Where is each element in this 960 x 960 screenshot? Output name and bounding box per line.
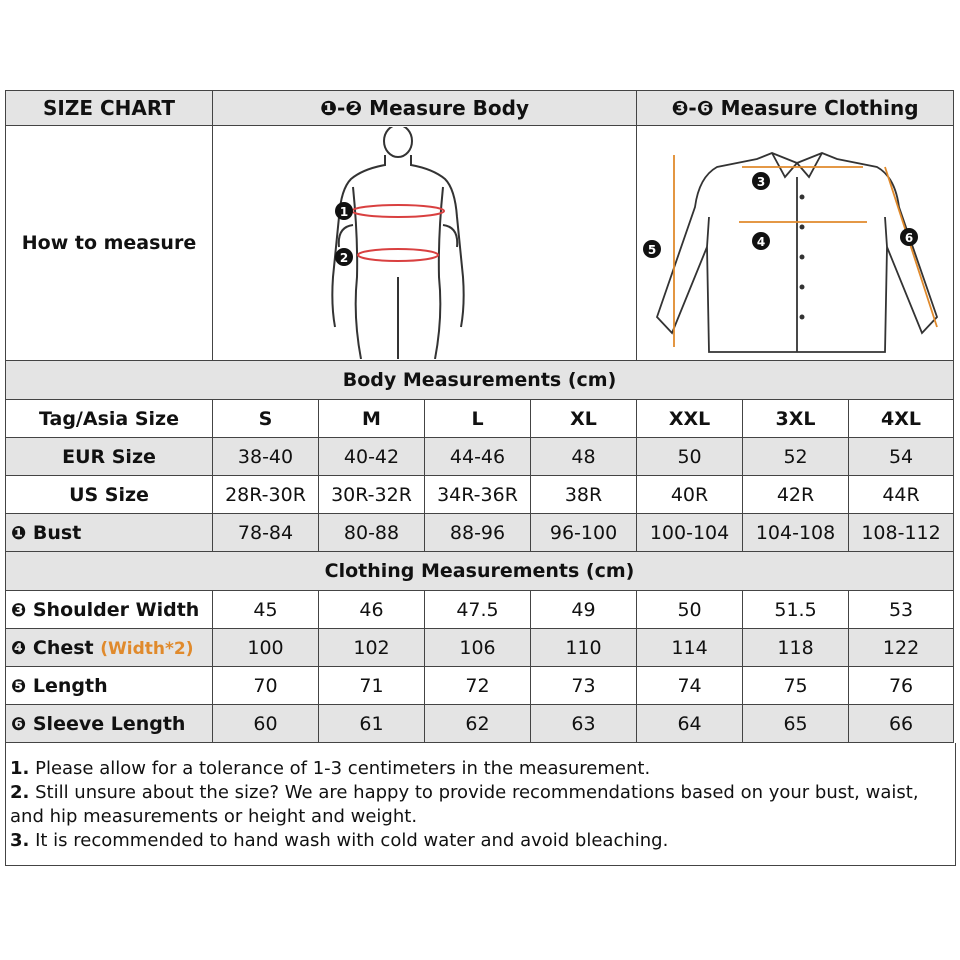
cell: 76 — [849, 667, 954, 705]
cell: 48 — [531, 438, 637, 476]
marker-1: 1 — [339, 205, 349, 219]
cell: XL — [531, 400, 637, 438]
cell: 108-112 — [849, 514, 954, 552]
row-label: US Size — [6, 476, 213, 514]
cell: 88-96 — [425, 514, 531, 552]
table-row — [6, 705, 954, 743]
cell: 28R-30R — [213, 476, 319, 514]
cell: 110 — [531, 629, 637, 667]
cell: 51.5 — [743, 591, 849, 629]
note-2 — [10, 781, 955, 829]
cell: 38-40 — [213, 438, 319, 476]
row-label-text: Length — [32, 674, 108, 697]
cell: 44R — [849, 476, 954, 514]
table-row — [6, 400, 954, 438]
cell: 106 — [425, 629, 531, 667]
cell: 66 — [849, 705, 954, 743]
cell: 47.5 — [425, 591, 531, 629]
cell: 4XL — [849, 400, 954, 438]
measure-clothing-heading: ❸-❻ Measure Clothing — [637, 91, 954, 126]
cell: 50 — [637, 591, 743, 629]
body-figure-icon — [213, 127, 583, 359]
cell: 78-84 — [213, 514, 319, 552]
cell: M — [319, 400, 425, 438]
row-label — [6, 667, 213, 705]
note-number: 2. — [10, 782, 30, 803]
cell: 38R — [531, 476, 637, 514]
cell: 42R — [743, 476, 849, 514]
cell: 40-42 — [319, 438, 425, 476]
cell: 63 — [531, 705, 637, 743]
cell: 70 — [213, 667, 319, 705]
cell: 64 — [637, 705, 743, 743]
cell: 46 — [319, 591, 425, 629]
table-row — [6, 438, 954, 476]
notes-block — [5, 743, 956, 866]
cell: 114 — [637, 629, 743, 667]
cell: 3XL — [743, 400, 849, 438]
cell: 71 — [319, 667, 425, 705]
table-row — [6, 476, 954, 514]
cell: 100-104 — [637, 514, 743, 552]
how-to-measure-label: How to measure — [6, 126, 213, 361]
cell: 62 — [425, 705, 531, 743]
cell: 122 — [849, 629, 954, 667]
marker-icon: ❶ — [11, 522, 27, 544]
cell: 49 — [531, 591, 637, 629]
table-row — [6, 514, 954, 552]
marker-2: 2 — [339, 251, 349, 265]
note-1 — [10, 757, 955, 781]
cell: L — [425, 400, 531, 438]
clothing-measurements-heading: Clothing Measurements (cm) — [6, 552, 954, 591]
width-note: (Width*2) — [100, 638, 194, 659]
cell: 100 — [213, 629, 319, 667]
table-row — [6, 667, 954, 705]
size-table — [5, 90, 954, 743]
note-3 — [10, 829, 955, 853]
shirt-figure-cell — [637, 126, 954, 361]
row-label: EUR Size — [6, 438, 213, 476]
marker-icon: ❺ — [11, 675, 27, 697]
cell: 80-88 — [319, 514, 425, 552]
table-row — [6, 591, 954, 629]
body-measurements-heading: Body Measurements (cm) — [6, 361, 954, 400]
cell: 96-100 — [531, 514, 637, 552]
cell: S — [213, 400, 319, 438]
shirt-figure-icon — [637, 127, 952, 359]
cell: 118 — [743, 629, 849, 667]
marker-4: 4 — [756, 235, 766, 249]
cell: 74 — [637, 667, 743, 705]
cell: 53 — [849, 591, 954, 629]
cell: 50 — [637, 438, 743, 476]
cell: XXL — [637, 400, 743, 438]
note-number: 1. — [10, 758, 30, 779]
note-text: It is recommended to hand wash with cold water and avoid bleaching. — [29, 830, 669, 851]
row-label — [6, 514, 213, 552]
measure-body-heading: ❶-❷ Measure Body — [213, 91, 637, 126]
cell: 102 — [319, 629, 425, 667]
cell: 65 — [743, 705, 849, 743]
cell: 75 — [743, 667, 849, 705]
cell: 52 — [743, 438, 849, 476]
cell: 73 — [531, 667, 637, 705]
row-label-text: Chest — [32, 636, 94, 659]
note-text: Still unsure about the size? We are happy to provide recommendations based on your bust, waist, and hip measurements or height and weight. — [10, 782, 919, 827]
cell: 61 — [319, 705, 425, 743]
marker-icon: ❹ — [11, 637, 27, 659]
body-figure-cell — [213, 126, 637, 361]
cell: 60 — [213, 705, 319, 743]
cell: 45 — [213, 591, 319, 629]
size-chart-title: SIZE CHART — [6, 91, 213, 126]
cell: 104-108 — [743, 514, 849, 552]
marker-5: 5 — [647, 243, 657, 257]
row-label — [6, 591, 213, 629]
marker-icon: ❻ — [11, 713, 27, 735]
cell: 30R-32R — [319, 476, 425, 514]
cell: 72 — [425, 667, 531, 705]
row-label-text: Bust — [32, 521, 82, 544]
cell: 40R — [637, 476, 743, 514]
table-row — [6, 629, 954, 667]
note-number: 3. — [10, 830, 30, 851]
row-label-text: Shoulder Width — [32, 598, 200, 621]
note-text: Please allow for a tolerance of 1-3 centimeters in the measurement. — [29, 758, 651, 779]
marker-3: 3 — [756, 175, 766, 189]
size-chart — [5, 90, 953, 866]
marker-icon: ❸ — [11, 599, 27, 621]
cell: 54 — [849, 438, 954, 476]
cell: 34R-36R — [425, 476, 531, 514]
row-label — [6, 629, 213, 667]
cell: 44-46 — [425, 438, 531, 476]
marker-6: 6 — [904, 231, 914, 245]
row-label-text: Sleeve Length — [32, 712, 186, 735]
row-label — [6, 705, 213, 743]
row-label: Tag/Asia Size — [6, 400, 213, 438]
